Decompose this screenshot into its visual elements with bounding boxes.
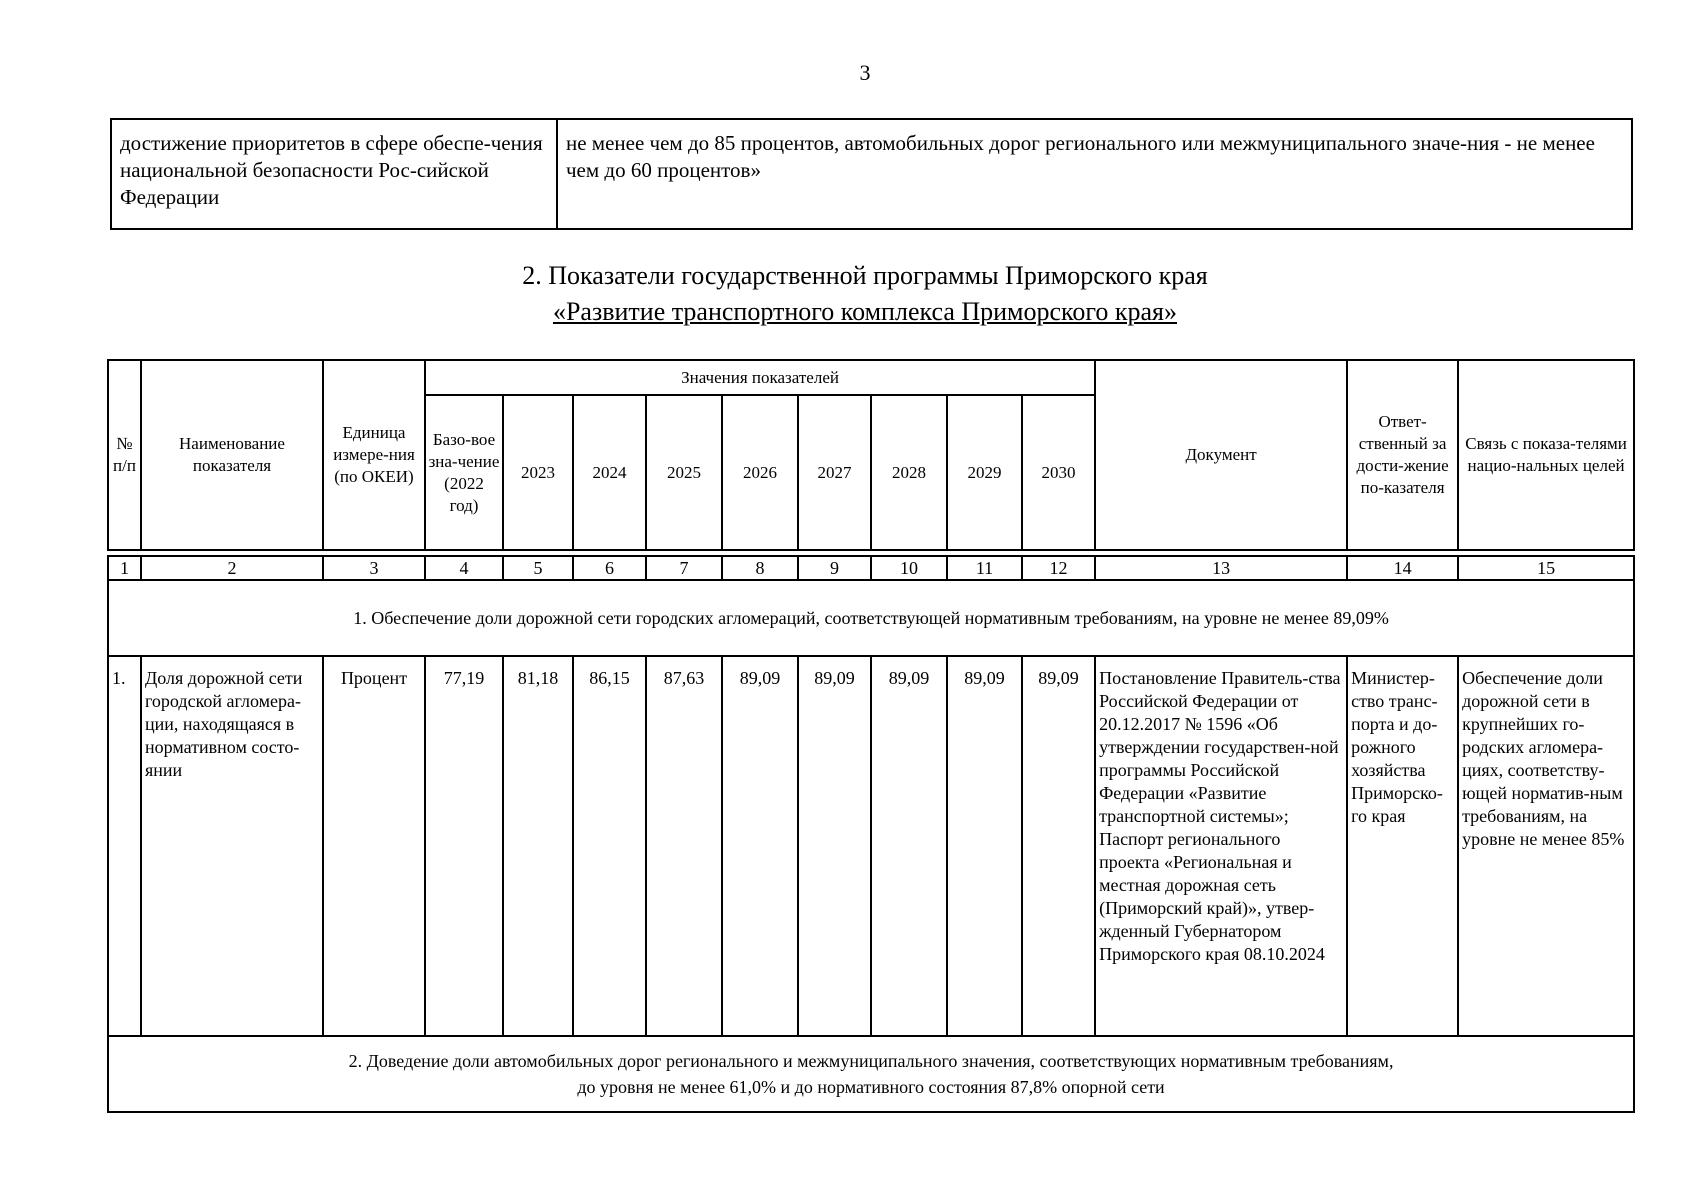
column-number: 2 xyxy=(141,556,323,580)
header-num: № п/п xyxy=(108,360,141,550)
value-2030: 89,09 xyxy=(1022,656,1095,1036)
column-number: 9 xyxy=(798,556,871,580)
value-2027: 89,09 xyxy=(798,656,871,1036)
document-reference: Постановление Правитель-ства Российской Федерации от 20.12.2017 № 1596 «Об утверждении государствен-ной программы Российской Федерации «Развитие транспортной системы»; Паспорт регионального проекта «Региональная и местная дорожная сеть (Приморский край)», утвер-жденный Губернатором Приморского края 08.10.2024 xyxy=(1095,656,1347,1036)
header-name: Наименование показателя xyxy=(141,360,323,550)
header-year: 2023 xyxy=(503,395,573,550)
column-number: 12 xyxy=(1022,556,1095,580)
value-2025: 87,63 xyxy=(646,656,722,1036)
target-cell: не менее чем до 85 процентов, автомобильных дорог регионального или межмуниципального значе-ния - не менее чем до 60 процентов» xyxy=(557,119,1632,229)
priority-cell: достижение приоритетов в сфере обеспе-чения национальной безопасности Рос-сийской Федерации xyxy=(111,119,557,229)
value-2028: 89,09 xyxy=(871,656,947,1036)
responsible-body: Министер-ство транс-порта и до-рожного хозяйства Приморско-го края xyxy=(1347,656,1458,1036)
national-goal-link: Обеспечение доли дорожной сети в крупнейших го-родских агломера-циях, соответству-ющей норматив-ным требованиям, на уровне не менее 85% xyxy=(1458,656,1634,1036)
header-year: 2025 xyxy=(646,395,722,550)
header-base-value: Базо-вое зна-чение (2022 год) xyxy=(425,395,503,550)
header-year: 2029 xyxy=(947,395,1022,550)
header-year: 2027 xyxy=(798,395,871,550)
indicators-table xyxy=(107,359,1635,1113)
column-numbers-row xyxy=(108,556,1634,580)
row-num: 1. xyxy=(108,656,141,1036)
program-title: «Развитие транспортного комплекса Приморского края» xyxy=(552,297,1178,326)
header-year: 2026 xyxy=(722,395,798,550)
header-document: Документ xyxy=(1095,360,1347,550)
column-number: 3 xyxy=(323,556,425,580)
header-year: 2030 xyxy=(1022,395,1095,550)
column-number: 11 xyxy=(947,556,1022,580)
value-2024: 86,15 xyxy=(573,656,646,1036)
section-heading: 2. Показатели государственной программы Приморского края xyxy=(522,261,1208,290)
section-2-line-1: 2. Доведение доли автомобильных дорог регионального и межмуниципального значения, соответствующих нормативным требованиям, xyxy=(348,1051,1394,1071)
continuation-table xyxy=(110,118,1633,230)
value-2023: 81,18 xyxy=(503,656,573,1036)
column-number: 15 xyxy=(1458,556,1634,580)
header-unit: Единица измере-ния (по ОКЕИ) xyxy=(323,360,425,550)
table-row xyxy=(108,656,1634,1036)
section-2-title xyxy=(108,1036,1634,1112)
column-number: 8 xyxy=(722,556,798,580)
section-1-title: 1. Обеспечение доли дорожной сети городских агломераций, соответствующей нормативным требованиям, на уровне не менее 89,09% xyxy=(108,580,1634,656)
column-number: 6 xyxy=(573,556,646,580)
column-number: 4 xyxy=(425,556,503,580)
header-link: Связь с показа-телями нацио-нальных целей xyxy=(1458,360,1634,550)
section-2-line-2: до уровня не менее 61,0% и до нормативного состояния 87,8% опорной сети xyxy=(577,1077,1165,1097)
header-values-group: Значения показателей xyxy=(425,360,1095,395)
column-number: 10 xyxy=(871,556,947,580)
indicator-name: Доля дорожной сети городской агломера-ции, находящаяся в нормативном состо-янии xyxy=(141,656,323,1036)
indicator-unit: Процент xyxy=(323,656,425,1036)
value-2029: 89,09 xyxy=(947,656,1022,1036)
column-number: 7 xyxy=(646,556,722,580)
column-number: 14 xyxy=(1347,556,1458,580)
value-2026: 89,09 xyxy=(722,656,798,1036)
column-number: 13 xyxy=(1095,556,1347,580)
page-number: 3 xyxy=(859,60,871,85)
header-responsible: Ответ-ственный за дости-жение по-казателя xyxy=(1347,360,1458,550)
header-year: 2028 xyxy=(871,395,947,550)
value-base: 77,19 xyxy=(425,656,503,1036)
column-number: 1 xyxy=(108,556,141,580)
header-year: 2024 xyxy=(573,395,646,550)
column-number: 5 xyxy=(503,556,573,580)
